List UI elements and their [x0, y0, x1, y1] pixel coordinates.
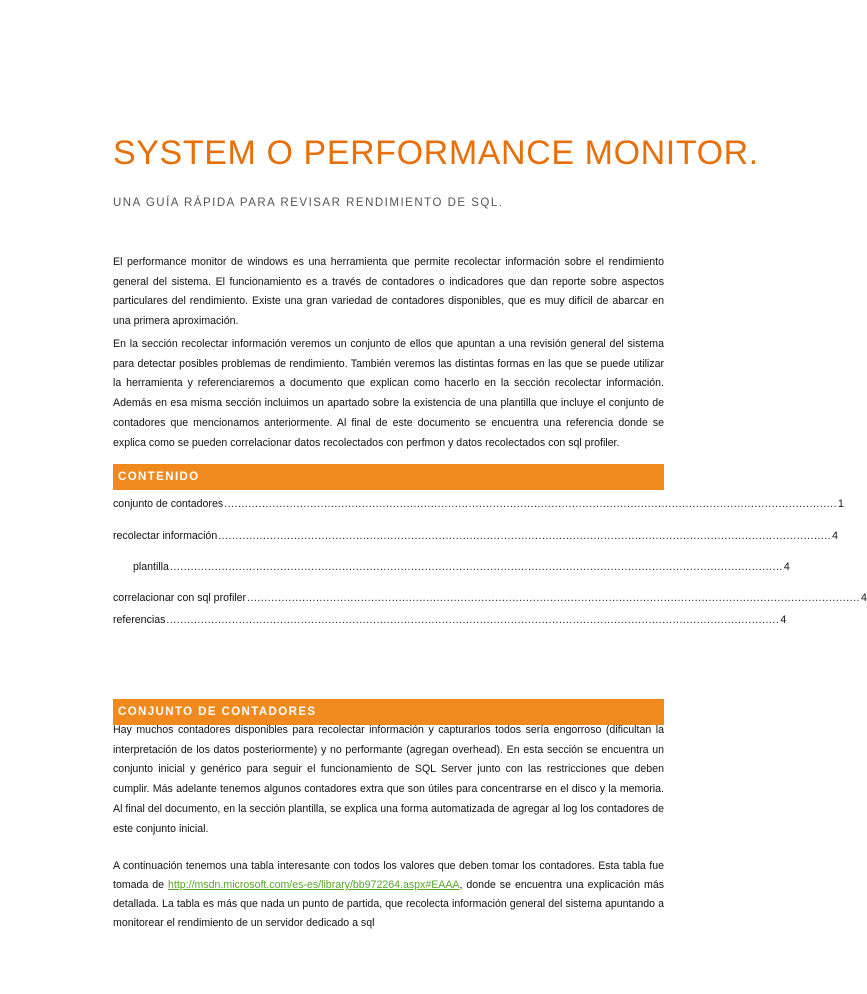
document-subtitle: UNA GUÍA RÁPIDA PARA REVISAR RENDIMIENTO DE SQL.	[113, 197, 504, 209]
paragraph-text-after-link: , donde se encuentra una explicación más detallada. La tabla es más que nada un punto de partida, que recolecta información general del sistema apuntando a monitorear el rendimiento de un servidor dedicado a sql	[113, 879, 665, 929]
toc-entry-label: conjunto de contadores	[113, 498, 224, 510]
toc-heading: CONTENIDO	[113, 464, 664, 490]
toc-entry-page: 4	[832, 530, 839, 542]
toc-entry-page: 1	[838, 498, 844, 510]
intro-paragraph-2: En la sección recolectar información veremos un conjunto de ellos que apuntan a una revisión general del sistema para detectar posibles problemas de rendimiento. También veremos las distintas formas en las que se puede utilizar la herramienta y referenciaremos a documento que explican como hacerlo en la sección recolectar información. Además en esa misma sección incluimos un apartado sobre la existencia de una plantilla que incluye el conjunto de contadores que mencionamos anteriormente. Al final de este documento se encuentra una referencia donde se explica como se pueden correlacionar datos recolectados con perfmon y datos recolectados con sql profiler.	[113, 338, 664, 449]
toc-entry-page: 4	[860, 592, 867, 604]
toc-leader-dots: ..................................................................................................................................................................................	[224, 498, 838, 510]
msdn-reference-link[interactable]: http://msdn.microsoft.com/es-es/library/bb972264.aspx#EAAA	[168, 879, 460, 891]
toc-entry-recolectar-informacion[interactable]	[113, 530, 839, 546]
toc-entry-label: recolectar información	[113, 530, 218, 542]
intro-paragraph-1: El performance monitor de windows es una herramienta que permite recolectar información sobre el rendimiento general del sistema. El funcionamiento es a través de contadores o indicadores que dan reporte sobre aspectos particulares del rendimiento. Existe una gran variedad de contadores disponibles, que es muy difícil de abarcar en una primera aproximación.	[113, 256, 664, 328]
toc-leader-dots: ..................................................................................................................................................................................	[169, 561, 783, 573]
toc-entry-correlacionar-con-sql-profiler[interactable]	[113, 592, 867, 608]
toc-entry-plantilla[interactable]	[133, 561, 790, 577]
toc-entry-label: plantilla	[133, 561, 169, 573]
section-heading-conjunto-de-contadores: CONJUNTO DE CONTADORES	[113, 699, 664, 725]
toc-entry-label: referencias	[113, 614, 166, 626]
section-1-paragraph-2	[113, 857, 664, 933]
document-title: SYSTEM O PERFORMANCE MONITOR.	[113, 134, 759, 172]
toc-leader-dots: ..................................................................................................................................................................................	[166, 614, 780, 626]
toc-entry-page: 4	[783, 561, 790, 573]
toc-entry-referencias[interactable]	[113, 614, 787, 630]
paragraph-text-before-link: A continuación tenemos una tabla interesante con todos los valores que deben tomar los contadores. Esta tabla fue tomada de	[113, 860, 664, 891]
toc-entry-conjunto-de-contadores[interactable]	[113, 498, 844, 514]
toc-entry-page: 4	[780, 614, 787, 626]
toc-leader-dots: ..................................................................................................................................................................................	[218, 530, 832, 542]
toc-entry-label: correlacionar con sql profiler	[113, 592, 247, 604]
toc-leader-dots: ..................................................................................................................................................................................	[247, 592, 860, 604]
section-1-paragraph-1: Hay muchos contadores disponibles para recolectar información y capturarlos todos sería engorroso (dificultan la interpretación de los datos posteriormente) y no performante (agregan overhead). En esta sección se encuentra un conjunto inicial y genérico para seguir el funcionamiento de SQL Server junto con las restricciones que deben cumplir. Más adelante tenemos algunos contadores extra que son útiles para concentrarse en el disco y la memoria. Al final del documento, en la sección plantilla, se explica una forma automatizada de agregar al log los contadores de este conjunto inicial.	[113, 724, 664, 835]
